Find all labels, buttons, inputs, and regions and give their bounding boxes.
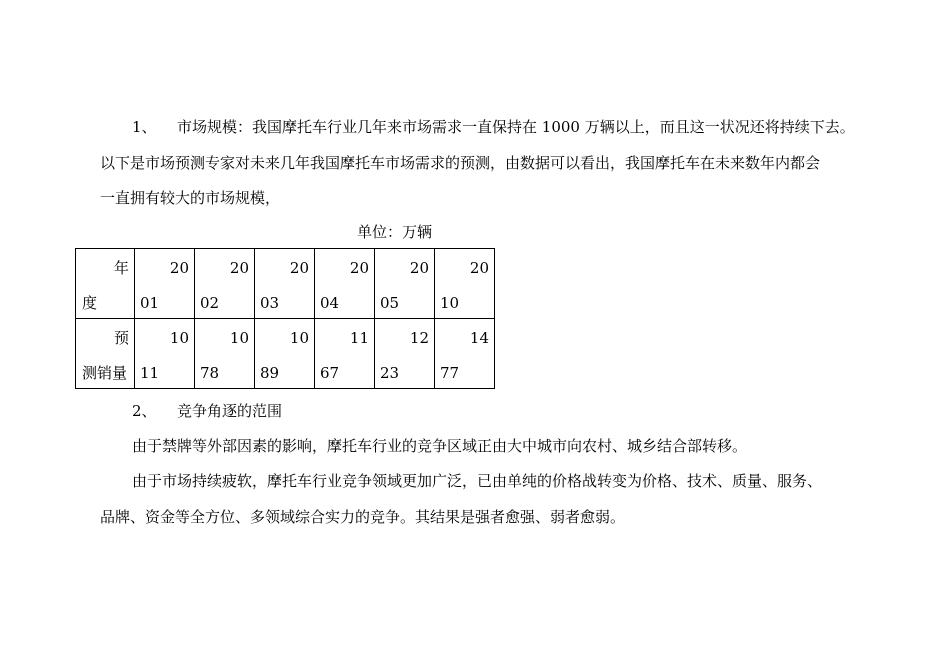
section-2-heading — [132, 401, 282, 421]
cell-top: 10 — [229, 329, 249, 347]
row-header-year — [76, 249, 135, 319]
cell-top: 20 — [469, 259, 489, 277]
cell-bottom: 78 — [200, 364, 220, 382]
cell-top: 14 — [469, 329, 489, 347]
table-row-year — [76, 249, 495, 319]
cell-bottom: 04 — [320, 294, 340, 312]
cell-bottom: 02 — [200, 294, 220, 312]
cell-bottom: 05 — [380, 294, 400, 312]
cell-bottom: 89 — [260, 364, 280, 382]
table-cell — [255, 319, 315, 389]
table-cell — [315, 319, 375, 389]
table-cell — [435, 249, 495, 319]
cell-top: 20 — [289, 259, 309, 277]
cell-top: 20 — [349, 259, 369, 277]
cell-bottom: 11 — [140, 364, 160, 382]
cell-top: 20 — [409, 259, 429, 277]
table-unit-label: 单位：万辆 — [357, 223, 433, 241]
section-2-paragraph-2-line-2: 品牌、资金等全方位、多领域综合实力的竞争。其结果是强者愈强、弱者愈弱。 — [100, 508, 626, 526]
section-2-paragraph-2-line-1: 由于市场持续疲软，摩托车行业竞争领域更加广泛，已由单纯的价格战转变为价格、技术、质量、服务、 — [132, 472, 823, 490]
section-1-line-1 — [132, 117, 855, 137]
section-2-title: 竞争角逐的范围 — [177, 402, 283, 420]
cell-top: 20 — [169, 259, 189, 277]
row-header-forecast — [76, 319, 135, 389]
table-cell — [195, 249, 255, 319]
cell-bottom: 77 — [440, 364, 460, 382]
section-2-paragraph-1: 由于禁牌等外部因素的影响，摩托车行业的竞争区域正由大中城市向农村、城乡结合部转移。 — [132, 437, 748, 455]
table-cell — [435, 319, 495, 389]
cell-bottom: 10 — [440, 294, 460, 312]
table-row-forecast — [76, 319, 495, 389]
table-cell — [315, 249, 375, 319]
cell-top: 10 — [289, 329, 309, 347]
section-2-number: 2、 — [132, 402, 157, 420]
row-header-bottom: 测销量 — [82, 364, 128, 382]
table-cell — [195, 319, 255, 389]
row-header-top: 年 — [113, 259, 129, 277]
section-1-line-2: 以下是市场预测专家对未来几年我国摩托车市场需求的预测，由数据可以看出，我国摩托车在未来数年内都会 — [100, 154, 821, 172]
cell-bottom: 67 — [320, 364, 340, 382]
cell-bottom: 01 — [140, 294, 160, 312]
cell-bottom: 23 — [380, 364, 400, 382]
cell-top: 10 — [169, 329, 189, 347]
section-1-text-1: 市场规模：我国摩托车行业几年来市场需求一直保持在 1000 万辆以上，而且这一状况还将持续下去。 — [177, 118, 855, 136]
row-header-top: 预 — [113, 329, 129, 347]
table-cell — [255, 249, 315, 319]
table-cell — [375, 249, 435, 319]
row-header-bottom: 度 — [82, 294, 98, 312]
sales-forecast-table — [75, 248, 495, 389]
table-cell — [135, 319, 195, 389]
table-cell — [375, 319, 435, 389]
cell-bottom: 03 — [260, 294, 280, 312]
section-1-number: 1、 — [132, 118, 157, 136]
table-cell — [135, 249, 195, 319]
section-1-line-3: 一直拥有较大的市场规模， — [100, 189, 281, 207]
cell-top: 11 — [349, 329, 369, 347]
cell-top: 20 — [229, 259, 249, 277]
cell-top: 12 — [409, 329, 429, 347]
